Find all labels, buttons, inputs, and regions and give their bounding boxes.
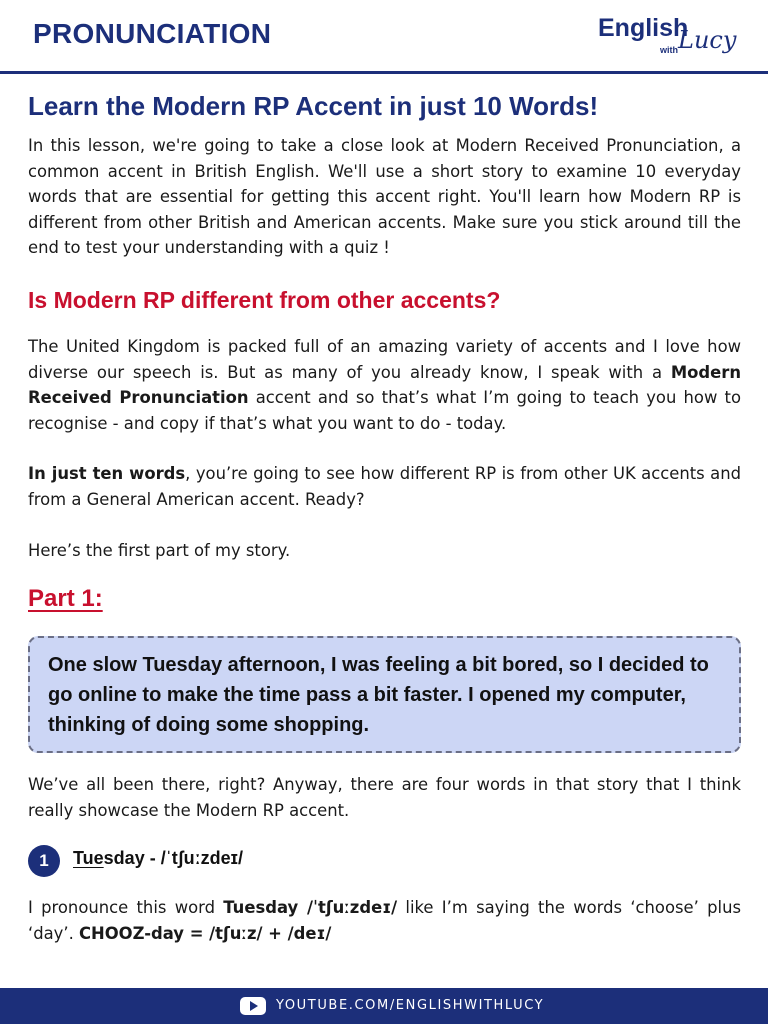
word-number-badge: 1 xyxy=(28,845,60,877)
page-footer xyxy=(0,988,768,1024)
story-text: One slow Tuesday afternoon, I was feeling a bit bored, so I decided to go online to make the time pass a bit faster. I opened my computer, thinking of doing some shopping. xyxy=(48,654,709,736)
page-header xyxy=(0,0,768,74)
logo-english-text: English xyxy=(598,14,689,42)
section-heading: Is Modern RP different from other accents? xyxy=(28,287,501,313)
pronounce-bold-2: CHOOZ-day = /tʃuːz/ + /deɪ/ xyxy=(79,923,332,943)
logo-lucy-text: Lucy xyxy=(678,26,737,54)
paragraph-ten-words xyxy=(28,461,741,512)
word-1-ipa: - /ˈtʃuːzdeɪ/ xyxy=(144,848,243,868)
paragraph-accents xyxy=(28,334,741,436)
lesson-title: Learn the Modern RP Accent in just 10 Words! xyxy=(28,91,599,121)
pronounce-bold-1: Tuesday /ˈtʃuːzdeɪ/ xyxy=(223,898,398,917)
paragraph-ten-words-bold: In just ten words xyxy=(28,464,186,483)
paragraph-story-intro: Here’s the first part of my story. xyxy=(28,541,291,560)
part-1-heading: Part 1: xyxy=(28,585,103,612)
paragraph-accents-text-1: The United Kingdom is packed full of an amazing variety of accents and I love how diverse our speech is. But as many of you already know, I speak with a xyxy=(28,337,741,382)
footer-youtube-link[interactable]: YOUTUBE.COM/ENGLISHWITHLUCY xyxy=(276,998,545,1013)
intro-paragraph: In this lesson, we're going to take a close look at Modern Received Pronunciation, a common accent in British English. We'll use a short story to examine 10 everyday words that are essential for getting this accent right. You'll learn how Modern RP is different from other British and American accents. Make sure you stick around till the end to test your understanding with a quiz ! xyxy=(28,136,741,257)
page-category-title: PRONUNCIATION xyxy=(33,18,272,49)
header-divider xyxy=(0,71,768,74)
word-1-rest: sday xyxy=(103,848,145,868)
pronounce-text-1: I pronounce this word xyxy=(28,898,224,917)
word-1-title xyxy=(73,848,243,869)
paragraph-accents-text-2: accent and so that’s what I’m going to teach you how to recognise - and copy if that’s what you want to do - today. xyxy=(28,388,741,433)
youtube-icon xyxy=(240,997,266,1015)
logo-with-text: with xyxy=(660,45,678,55)
paragraph-four-words: We’ve all been there, right? Anyway, there are four words in that story that I think really showcase the Modern RP accent. xyxy=(28,775,741,820)
paragraph-accents-bold: Modern Received Pronunciation xyxy=(28,362,741,407)
story-box xyxy=(28,636,741,753)
pronounce-text-2: like I’m saying the words ‘choose’ plus ‘day’. xyxy=(28,898,741,943)
paragraph-ten-words-text: , you’re going to see how different RP is from other UK accents and from a General American accent. Ready? xyxy=(28,464,742,509)
word-1-underlined-part: Tue xyxy=(73,848,104,868)
english-with-lucy-logo[interactable] xyxy=(598,12,750,64)
paragraph-pronounce-tuesday xyxy=(28,895,741,946)
